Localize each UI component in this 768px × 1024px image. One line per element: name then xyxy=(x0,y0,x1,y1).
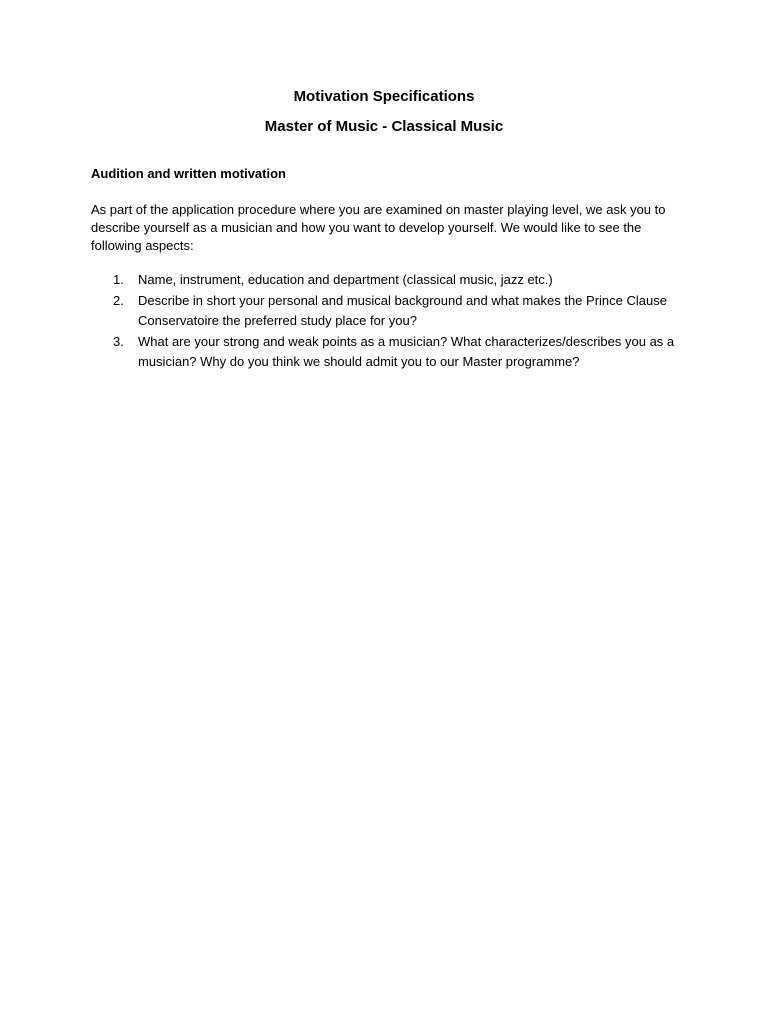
document-subtitle: Master of Music - Classical Music xyxy=(264,118,504,135)
list-item-number: 1. xyxy=(113,272,124,287)
list-item xyxy=(91,291,681,332)
list-item-number: 2. xyxy=(113,292,124,308)
aspects-list xyxy=(91,270,681,373)
list-item-text: What are your strong and weak points as a musician? What characterizes/describes you as a musician? Why do you think we should admit you to our Master programme? xyxy=(138,333,675,369)
list-item-number: 3. xyxy=(113,333,124,349)
document-title: Motivation Specifications xyxy=(293,88,475,105)
list-item xyxy=(91,270,681,291)
list-item-text: Name, instrument, education and department (classical music, jazz etc.) xyxy=(138,272,553,287)
list-item xyxy=(91,332,681,373)
intro-paragraph: As part of the application procedure where you are examined on master playing level, we ask you to describe yourself as a musician and how you want to develop yourself. We would like to see the following aspects: xyxy=(91,202,666,253)
section-heading: Audition and written motivation xyxy=(91,166,286,181)
list-item-text: Describe in short your personal and musical background and what makes the Prince Clause Conservatoire the preferred study place for you? xyxy=(138,292,667,328)
